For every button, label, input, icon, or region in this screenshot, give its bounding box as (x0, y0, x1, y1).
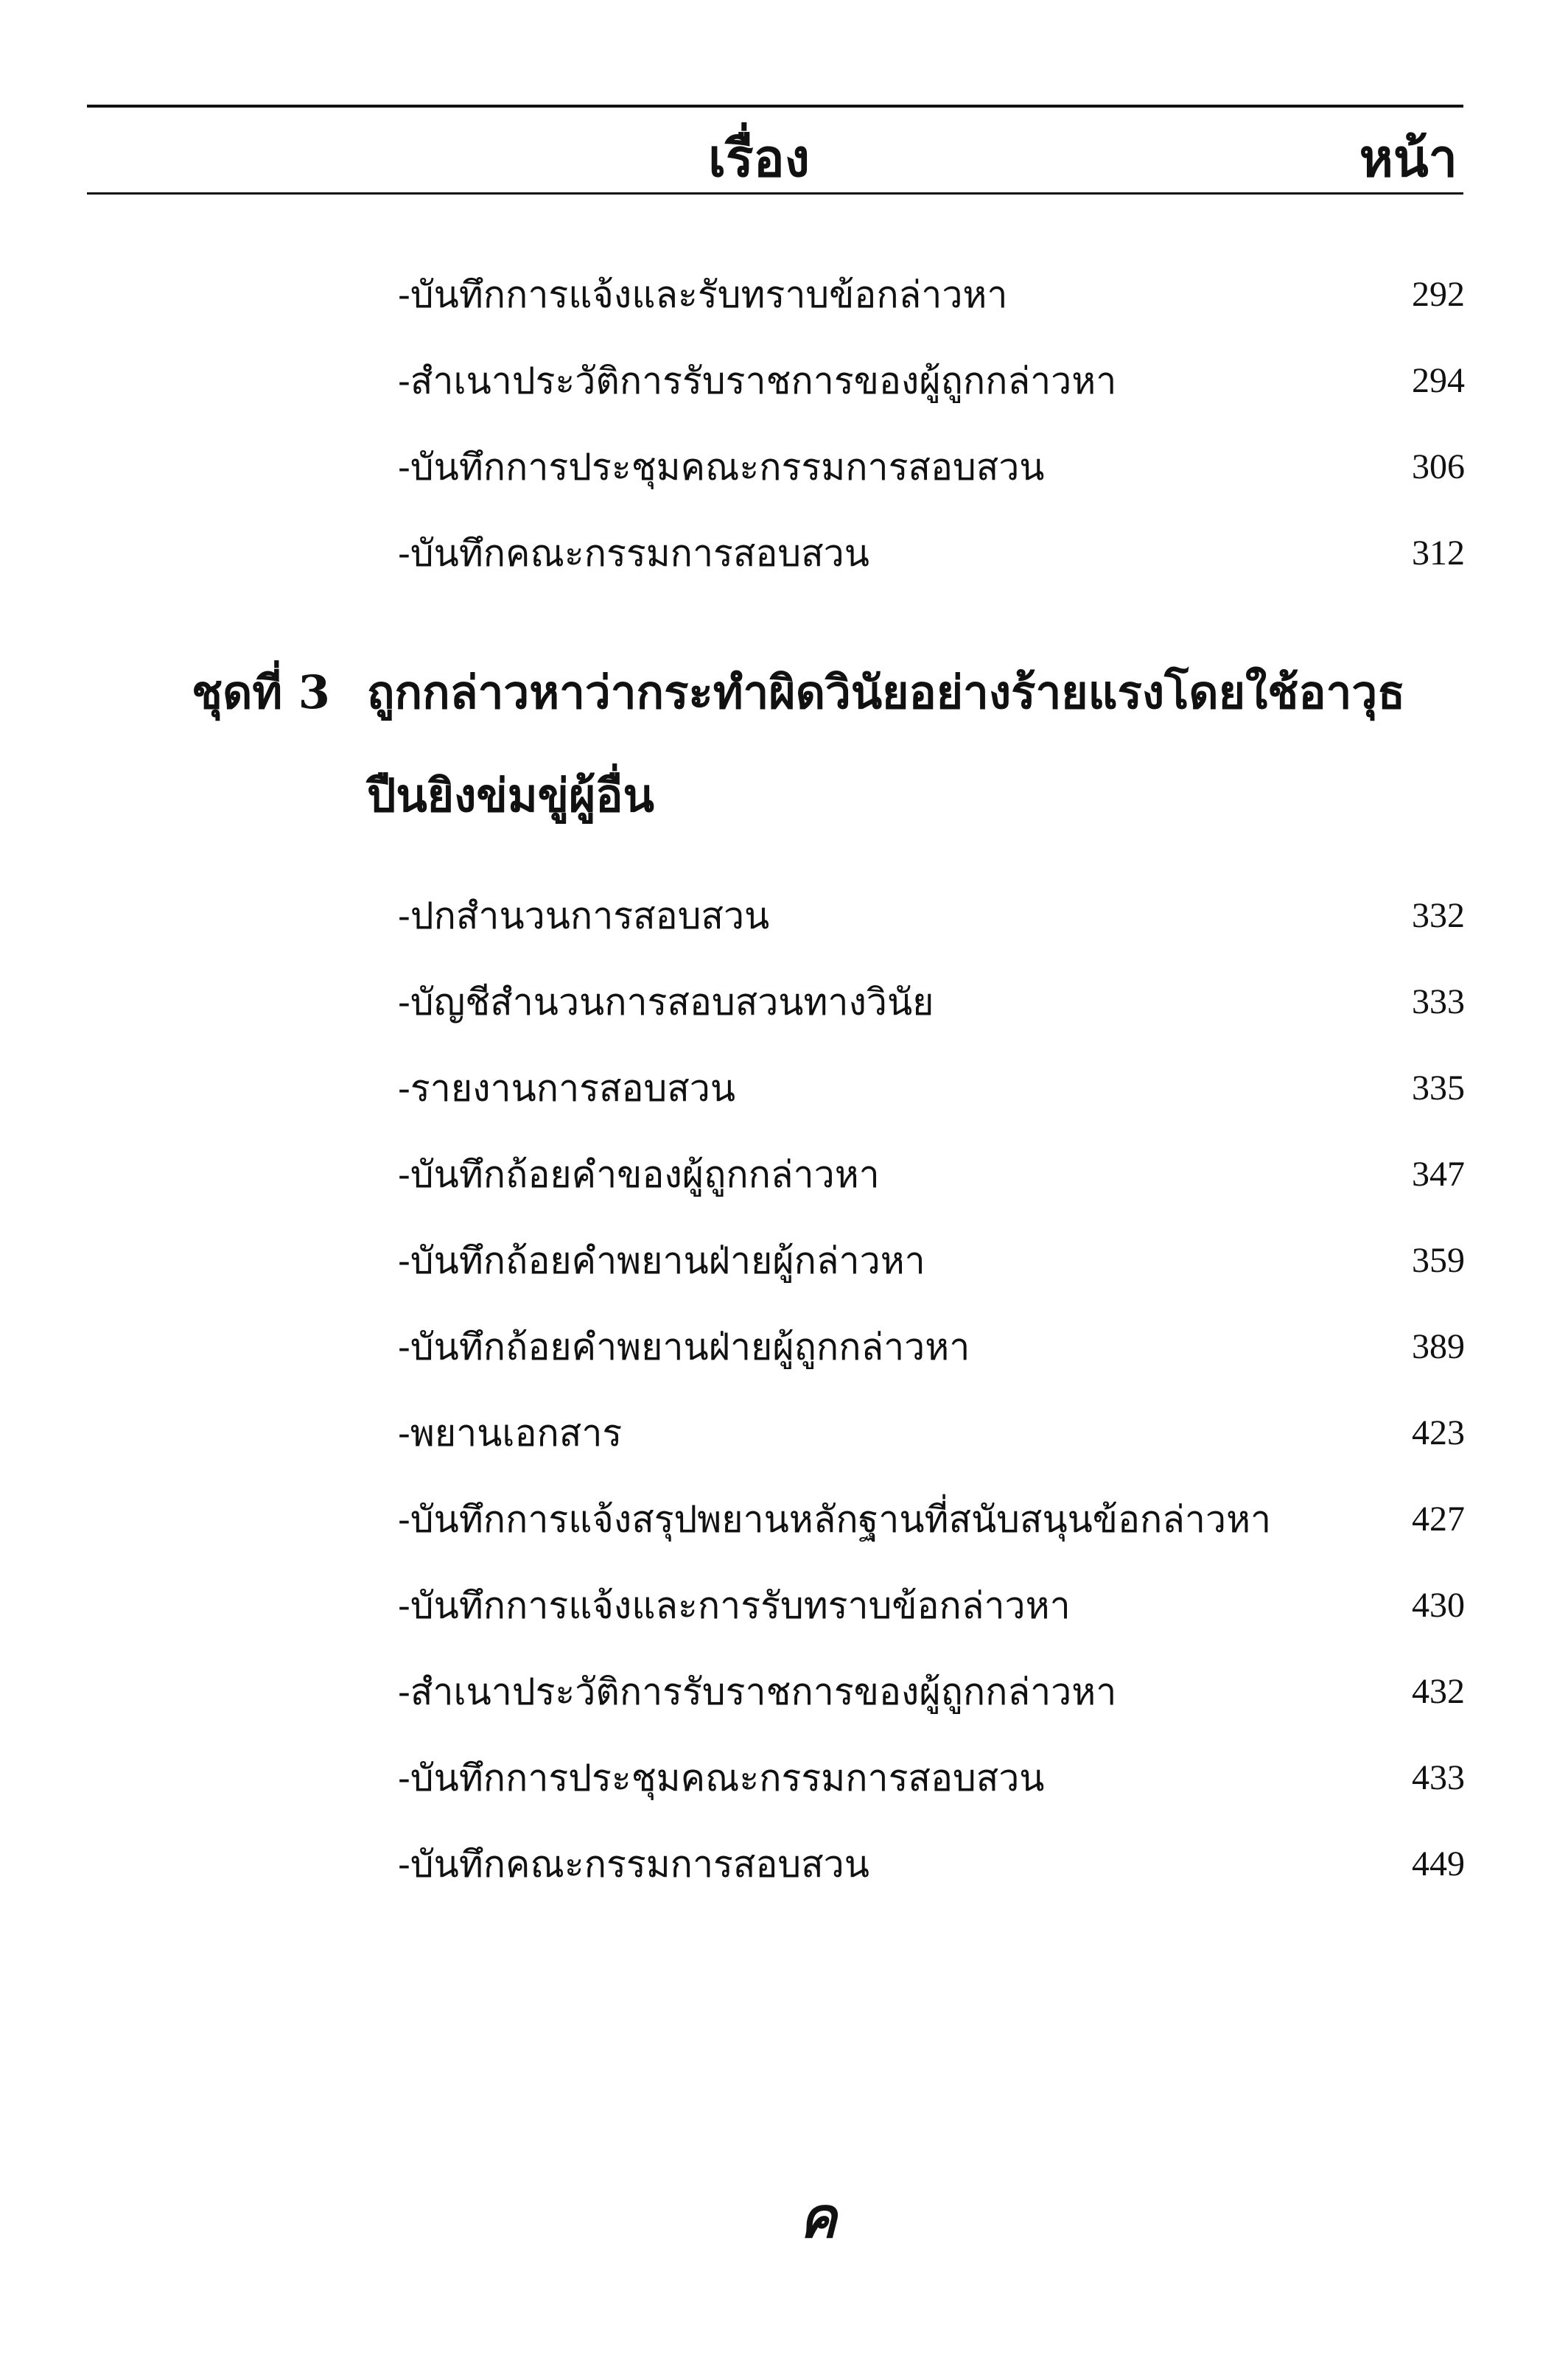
toc-entry-label: -บันทึกถ้อยคำพยานฝ่ายผู้กล่าวหา (398, 1239, 925, 1282)
toc-entry-label: -บันทึกการแจ้งสรุปพยานหลักฐานที่สนับสนุนข้อกล่าวหา (398, 1498, 1272, 1541)
toc-entry-page: 430 (1412, 1586, 1465, 1625)
toc-entry-page: 332 (1412, 896, 1465, 935)
toc-entry-page: 292 (1412, 275, 1465, 314)
toc-entry-label: -บันทึกการประชุมคณะกรรมการสอบสวน (398, 1757, 1045, 1799)
footer-page-number: ค (799, 2185, 837, 2250)
toc-entry-page: 333 (1412, 982, 1465, 1021)
toc-entry (398, 1404, 1465, 1463)
header-page-label: หน้า (1359, 127, 1457, 189)
toc-entry (398, 886, 1465, 945)
toc-entry (398, 1835, 1465, 1894)
toc-entry (398, 438, 1465, 497)
toc-entry-page: 433 (1412, 1758, 1465, 1797)
toc-entry-label: -ปกสำนวนการสอบสวน (398, 895, 770, 937)
toc-entry (398, 1145, 1465, 1204)
toc-entry-page: 423 (1412, 1413, 1465, 1452)
set-label: ชุดที่ 3 (192, 665, 330, 719)
toc-entry (398, 351, 1465, 410)
toc-entry (398, 1318, 1465, 1376)
toc-entry-label: -พยานเอกสาร (398, 1412, 623, 1455)
toc-entry (398, 1576, 1465, 1635)
header-title: เรื่อง (708, 127, 810, 189)
toc-entry-page: 359 (1412, 1241, 1465, 1280)
toc-entry (398, 265, 1465, 324)
toc-entry-label: -บัญชีสำนวนการสอบสวนทางวินัย (398, 981, 934, 1024)
toc-entry-page: 312 (1412, 533, 1465, 573)
toc-entry (398, 1490, 1465, 1549)
toc-entry (398, 1231, 1465, 1290)
toc-entry-page: 449 (1412, 1844, 1465, 1883)
header-top-rule (87, 105, 1463, 108)
toc-entry-label: -บันทึกคณะกรรมการสอบสวน (398, 1843, 869, 1886)
toc-entry (398, 1662, 1465, 1721)
toc-entry-page: 427 (1412, 1500, 1465, 1539)
header-bottom-rule (87, 192, 1463, 195)
toc-entry-page: 432 (1412, 1672, 1465, 1711)
toc-entry-label: -สำเนาประวัติการรับราชการของผู้ถูกกล่าวหา (398, 1670, 1117, 1713)
toc-entry-label: -บันทึกถ้อยคำพยานฝ่ายผู้ถูกกล่าวหา (398, 1326, 970, 1368)
toc-entry-label: -บันทึกการแจ้งและรับทราบข้อกล่าวหา (398, 273, 1008, 316)
toc-entry-page: 389 (1412, 1327, 1465, 1366)
toc-entry (398, 1059, 1465, 1118)
set-title: ถูกกล่าวหาว่ากระทำผิดวินัยอย่างร้ายแรงโดยใช้อาวุธปืนยิงข่มขู่ผู้อื่น (367, 665, 1406, 822)
toc-entry-label: -บันทึกการแจ้งและการรับทราบข้อกล่าวหา (398, 1584, 1071, 1627)
toc-entry-label: -รายงานการสอบสวน (398, 1067, 736, 1110)
toc-entry-page: 335 (1412, 1068, 1465, 1108)
toc-entry-page: 294 (1412, 361, 1465, 400)
toc-entry (398, 524, 1465, 583)
toc-entry-page: 306 (1412, 447, 1465, 486)
toc-entry (398, 973, 1465, 1032)
toc-entry (398, 1749, 1465, 1808)
toc-entry-page: 347 (1412, 1155, 1465, 1194)
toc-entry-label: -บันทึกถ้อยคำของผู้ถูกกล่าวหา (398, 1153, 880, 1196)
toc-entry-label: -สำเนาประวัติการรับราชการของผู้ถูกกล่าวหา (398, 360, 1117, 402)
toc-entry-label: -บันทึกการประชุมคณะกรรมการสอบสวน (398, 446, 1045, 489)
toc-entry-label: -บันทึกคณะกรรมการสอบสวน (398, 532, 869, 575)
